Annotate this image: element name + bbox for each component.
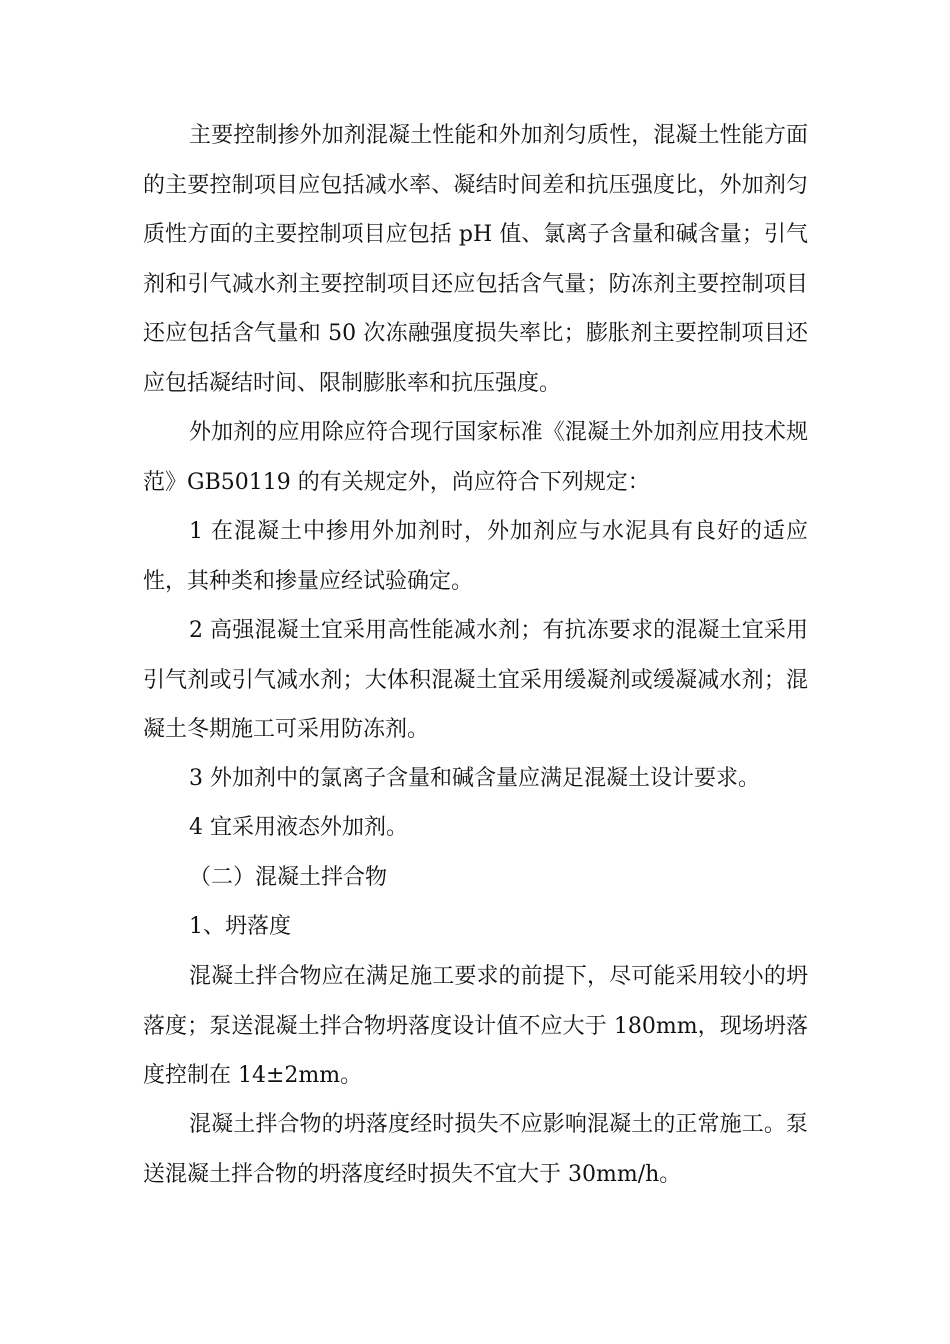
subsection-heading-slump: 1、坍落度	[189, 914, 291, 939]
paragraph-slump-requirement: 混凝土拌合物应在满足施工要求的前提下，尽可能采用较小的坍落度；泵送混凝土拌合物坍落度设计值不应大于 180mm，现场坍落度控制在 14±2mm。	[143, 964, 808, 1088]
paragraph-rule-2: 2 高强混凝土宜采用高性能减水剂；有抗冻要求的混凝土宜采用引气剂或引气减水剂；大体积混凝土宜采用缓凝剂或缓凝减水剂；混凝土冬期施工可采用防冻剂。	[143, 618, 808, 742]
paragraph-rule-1: 1 在混凝土中掺用外加剂时，外加剂应与水泥具有良好的适应性，其种类和掺量应经试验确定。	[143, 519, 808, 594]
paragraph-slump-loss: 混凝土拌合物的坍落度经时损失不应影响混凝土的正常施工。泵送混凝土拌合物的坍落度经时损失不宜大于 30mm/h。	[143, 1112, 808, 1187]
paragraph-admixture-control-items: 主要控制掺外加剂混凝土性能和外加剂匀质性，混凝土性能方面的主要控制项目应包括减水率、凝结时间差和抗压强度比，外加剂匀质性方面的主要控制项目应包括 pH 值、氯离子含量和碱含量；引气剂和引气减水剂主要控制项目还应包括含气量；防冻剂主要控制项目还应包括含气量和 50 次冻融强度损失率比；膨胀剂主要控制项目还应包括凝结时间、限制膨胀率和抗压强度。	[143, 123, 808, 396]
paragraph-rule-3: 3 外加剂中的氯离子含量和碱含量应满足混凝土设计要求。	[189, 766, 760, 791]
paragraph-admixture-standard: 外加剂的应用除应符合现行国家标准《混凝土外加剂应用技术规范》GB50119 的有关规定外，尚应符合下列规定：	[143, 420, 808, 495]
paragraph-rule-4: 4 宜采用液态外加剂。	[189, 815, 408, 840]
section-heading-mixture: （二）混凝土拌合物	[189, 865, 388, 890]
